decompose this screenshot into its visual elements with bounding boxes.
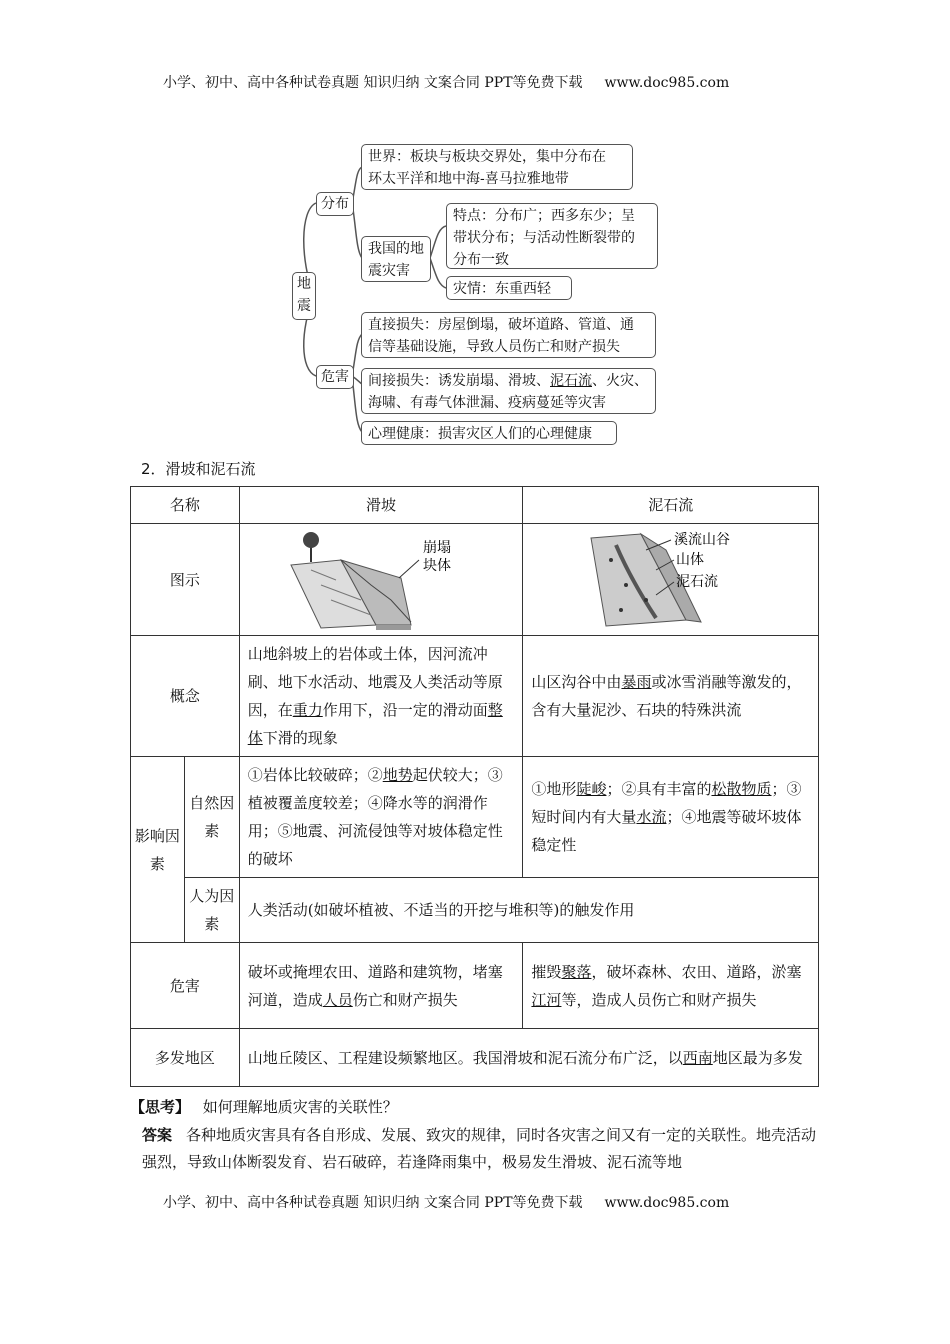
- harm-landslide: 破坏或掩埋农田、道路和建筑物，堵塞河道，造成人员伤亡和财产损失: [239, 943, 523, 1029]
- mindmap-root: 地 震: [292, 272, 316, 320]
- row-image-label: 图示: [131, 524, 240, 636]
- area-text: 山地丘陵区、工程建设频繁地区。我国滑坡和泥石流分布广泛，以西南地区最为多发: [239, 1029, 818, 1087]
- think-answer: 答案 各种地质灾害具有各自形成、发展、致灾的规律，同时各灾害之间又有一定的关联性。地壳活动强烈，导致山体断裂发育、岩石破碎，若逢降雨集中，极易发生滑坡、泥石流等地: [142, 1126, 817, 1171]
- landslide-figure: [239, 524, 523, 636]
- header-landslide: 滑坡: [239, 487, 523, 524]
- harm-debris: 摧毁聚落，破坏森林、农田、道路，淤塞江河等，造成人员伤亡和财产损失: [523, 943, 819, 1029]
- row-harm-label: 危害: [131, 943, 240, 1029]
- node-mental: 心理健康：损害灾区人们的心理健康: [361, 421, 617, 445]
- think-question: 【思考】 如何理解地质灾害的关联性？: [130, 1098, 398, 1116]
- concept-landslide: 山地斜坡上的岩体或土体，因河流冲刷、地下水活动、地震及人类活动等原因，在重力作用下，沿一定的滑动面整体下滑的现象: [239, 636, 523, 757]
- debris-flow-illustration: [586, 530, 756, 630]
- node-harm: 危害: [316, 365, 354, 389]
- row-concept-label: 概念: [131, 636, 240, 757]
- debris-label-mountain: 山体: [675, 551, 704, 568]
- debris-figure: [523, 524, 819, 636]
- node-indirect-loss: 间接损失：诱发崩塌、滑坡、泥石流、火灾、 海啸、有毒气体泄漏、疫病蔓延等灾害: [361, 368, 656, 414]
- natural-factor-label: 自然因素: [184, 757, 239, 878]
- debris-label-flow: 泥石流: [675, 573, 718, 590]
- concept-debris: 山区沟谷中由暴雨或冰雪消融等激发的，含有大量泥沙、石块的特殊洪流: [523, 636, 819, 757]
- node-direct-loss: 直接损失：房屋倒塌，破坏道路、管道、通 信等基础设施，导致人员伤亡和财产损失: [361, 312, 656, 358]
- human-factor-label: 人为因素: [184, 878, 239, 943]
- page-header: 小学、初中、高中各种试卷真题 知识归纳 文案合同 PPT等免费下载 www.doc985.com: [163, 75, 730, 91]
- row-area-label: 多发地区: [131, 1029, 240, 1087]
- node-disaster: 灾情：东重西轻: [446, 276, 572, 300]
- landslide-label-2: 块体: [423, 557, 452, 574]
- comparison-table: [130, 486, 819, 1087]
- header-name: 名称: [131, 487, 240, 524]
- row-factor-label: 影响因素: [131, 757, 185, 943]
- node-world: 世界：板块与板块交界处，集中分布在 环太平洋和地中海-喜马拉雅地带: [361, 144, 633, 190]
- landslide-illustration: [281, 530, 481, 630]
- landslide-label-1: 崩塌: [423, 539, 452, 556]
- page-footer: 小学、初中、高中各种试卷真题 知识归纳 文案合同 PPT等免费下载 www.doc985.com: [163, 1195, 730, 1211]
- natural-debris: ①地形陡峻；②具有丰富的松散物质；③短时间内有大量水流；④地震等破坏坡体稳定性: [523, 757, 819, 878]
- debris-label-valley: 溪流山谷: [673, 531, 730, 548]
- human-factor-text: 人类活动(如破坏植被、不适当的开挖与堆积等)的触发作用: [239, 878, 818, 943]
- node-distribution: 分布: [316, 192, 354, 216]
- header-debris-flow: 泥石流: [523, 487, 819, 524]
- node-china: 我国的地 震灾害: [361, 236, 431, 282]
- node-features: 特点：分布广；西多东少；呈 带状分布；与活动性断裂带的 分布一致: [446, 203, 658, 269]
- natural-landslide: ①岩体比较破碎；②地势起伏较大；③植被覆盖度较差；④降水等的润滑作用；⑤地震、河流侵蚀等对坡体稳定性的破坏: [239, 757, 523, 878]
- section-title: 2．滑坡和泥石流: [141, 460, 256, 478]
